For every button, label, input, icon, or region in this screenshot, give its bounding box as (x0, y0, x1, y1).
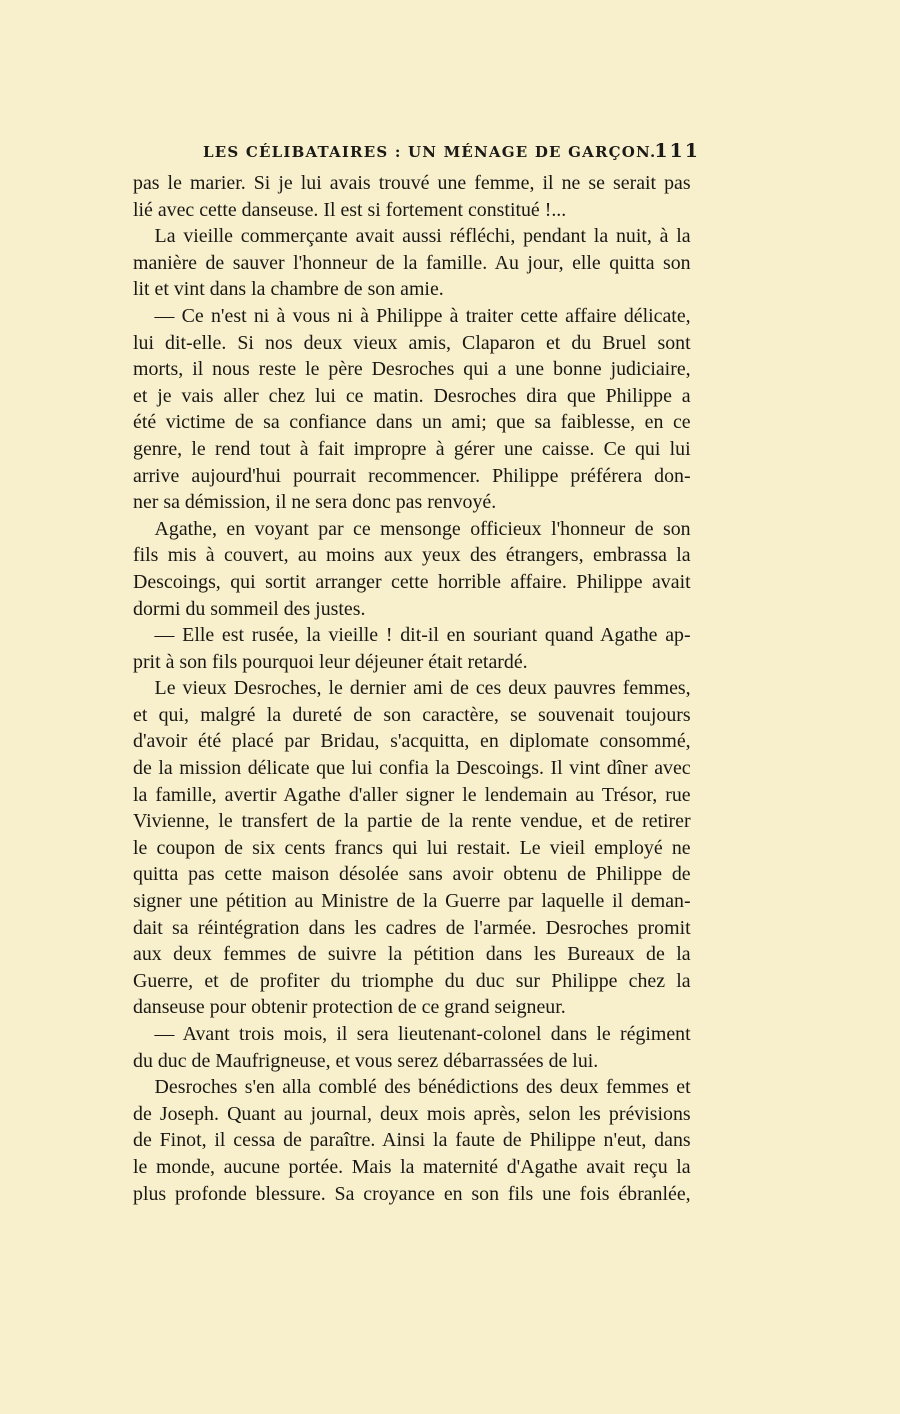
text-line: d'avoir été placé par Bridau, s'acquitta, en diplomate consommé, (133, 730, 691, 753)
text-line: manière de sauver l'honneur de la famille. Au jour, elle quitta son (133, 251, 691, 274)
text-line: le monde, aucune portée. Mais la maternité d'Agathe avait reçu la (133, 1155, 691, 1178)
text-line: dait sa réintégration dans les cadres de l'armée. Desroches promit (133, 916, 691, 939)
text-line: de Joseph. Quant au journal, deux mois après, selon les prévisions (133, 1102, 691, 1125)
text-line: Vivienne, le transfert de la partie de la rente vendue, et de retirer (133, 810, 691, 833)
text-line: arrive aujourd'hui pourrait recommencer. Philippe préférera don- (133, 464, 691, 487)
page-header (133, 141, 702, 165)
text-line: Agathe, en voyant par ce mensonge officieux l'honneur de son (154, 517, 691, 540)
text-line: été victime de sa confiance dans un ami; que sa faiblesse, en ce (133, 411, 691, 434)
text-line: aux deux femmes de suivre la pétition dans les Bureaux de la (133, 943, 691, 966)
text-line: et je vais aller chez lui ce matin. Desroches dira que Philippe a (133, 384, 691, 407)
running-title: LES CÉLIBATAIRES : UN MÉNAGE DE GARÇON. (203, 143, 657, 161)
text-line: lit et vint dans la chambre de son amie. (133, 278, 444, 301)
text-line: — Elle est rusée, la vieille ! dit-il en souriant quand Agathe ap- (154, 624, 691, 647)
text-line: quitta pas cette maison désolée sans avoir obtenu de Philippe de (133, 863, 691, 886)
text-line: et qui, malgré la dureté de son caractère, se souvenait toujours (133, 703, 691, 726)
text-line: fils mis à couvert, au moins aux yeux des étrangers, embrassa la (133, 544, 691, 567)
text-line: morts, il nous reste le père Desroches qui a une bonne judiciaire, (133, 358, 691, 381)
body-text (133, 170, 702, 1207)
text-line: danseuse pour obtenir protection de ce grand seigneur. (133, 996, 566, 1019)
text-line: Guerre, et de profiter du triomphe du duc sur Philippe chez la (133, 969, 691, 992)
text-line: plus profonde blessure. Sa croyance en son fils une fois ébranlée, (133, 1182, 691, 1205)
text-line: Le vieux Desroches, le dernier ami de ces deux pauvres femmes, (154, 677, 691, 700)
text-line: Descoings, qui sortit arranger cette horrible affaire. Philippe avait (133, 570, 691, 593)
text-line: lui dit-elle. Si nos deux vieux amis, Claparon et du Bruel sont (133, 331, 691, 354)
text-line: ner sa démission, il ne sera donc pas renvoyé. (133, 491, 497, 514)
text-line: La vieille commerçante avait aussi réfléchi, pendant la nuit, à la (154, 225, 691, 248)
text-line: le coupon de six cents francs qui lui restait. Le vieil employé ne (133, 836, 691, 859)
text-line: — Ce n'est ni à vous ni à Philippe à traiter cette affaire délicate, (154, 304, 691, 327)
text-line: pas le marier. Si je lui avais trouvé une femme, il ne se serait pas (133, 172, 691, 194)
text-line: du duc de Maufrigneuse, et vous serez débarrassées de lui. (133, 1049, 599, 1072)
page-number: 111 (654, 140, 700, 162)
text-line: Desroches s'en alla comblé des bénédictions des deux femmes et (154, 1076, 691, 1099)
text-line: de Finot, il cessa de paraître. Ainsi la faute de Philippe n'eut, dans (133, 1129, 691, 1152)
text-line: genre, le rend tout à fait impropre à gérer une caisse. Ce qui lui (133, 437, 691, 460)
text-line: de la mission délicate que lui confia la Descoings. Il vint dîner avec (133, 757, 691, 780)
text-line: signer une pétition au Ministre de la Guerre par laquelle il deman- (133, 890, 691, 913)
text-line: prit à son fils pourquoi leur déjeuner était retardé. (133, 650, 528, 673)
text-line: la famille, avertir Agathe d'aller signer le lendemain au Trésor, rue (133, 783, 691, 806)
text-line: dormi du sommeil des justes. (133, 597, 366, 620)
text-line: lié avec cette danseuse. Il est si fortement constitué !... (133, 198, 567, 221)
text-line: — Avant trois mois, il sera lieutenant-colonel dans le régiment (154, 1023, 691, 1045)
